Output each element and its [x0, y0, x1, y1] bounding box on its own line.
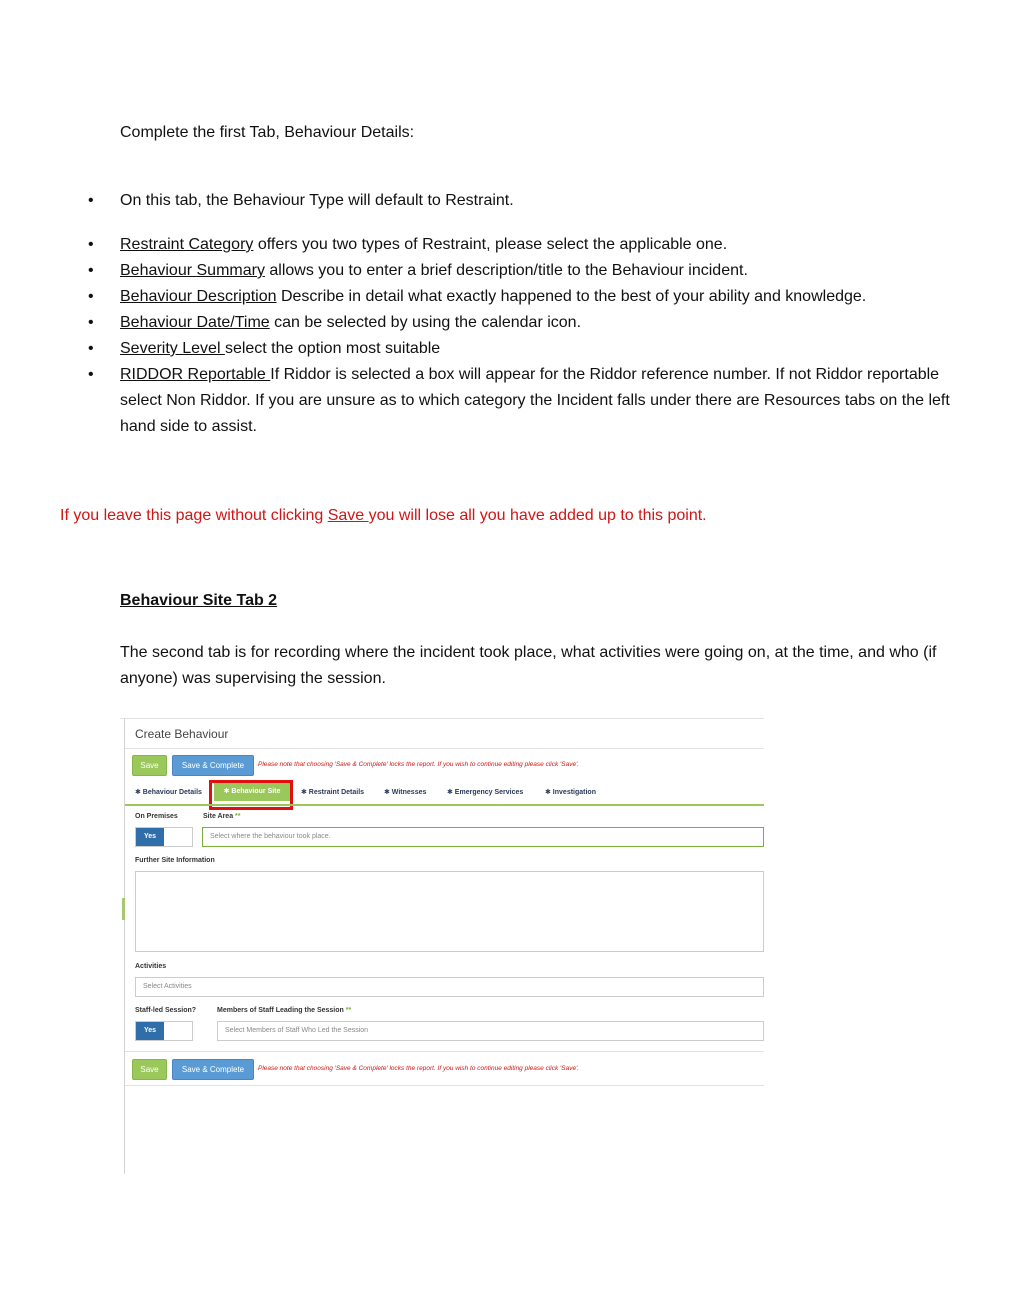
on-premises-label: On Premises: [135, 813, 178, 820]
bullet: •: [88, 262, 94, 279]
list-item: • Behaviour Date/Time can be selected by using the calendar icon.: [88, 310, 968, 336]
instruction-list: [88, 188, 968, 440]
tab-emergency-services[interactable]: ✱ Emergency Services: [447, 789, 524, 796]
tab-behaviour-site[interactable]: ✱ Behaviour Site: [214, 783, 290, 801]
save-complete-button[interactable]: Save & Complete: [172, 755, 254, 776]
staff-led-toggle[interactable]: [135, 1021, 193, 1041]
on-premises-toggle[interactable]: [135, 827, 193, 847]
activities-label: Activities: [135, 963, 167, 970]
required-mark: **: [345, 1007, 352, 1014]
staff-led-label: Staff-led Session?: [135, 1007, 197, 1014]
section-heading: Behaviour Site Tab 2: [120, 592, 278, 609]
divider: [125, 1085, 764, 1086]
list-item: • Severity Level select the option most suitable: [88, 336, 968, 362]
required-mark: **: [235, 813, 241, 820]
further-info-label: Further Site Information: [135, 857, 215, 864]
sidebar-marker: [122, 898, 125, 920]
form-title: Create Behaviour: [135, 727, 229, 741]
tab-witnesses[interactable]: ✱ Witnesses: [384, 789, 427, 796]
bullet: •: [88, 288, 94, 305]
create-behaviour-screenshot: [120, 718, 764, 1174]
divider: [124, 718, 125, 1174]
tab-behaviour-details[interactable]: ✱ Behaviour Details: [135, 789, 202, 796]
lock-note-bottom: Please note that choosing 'Save & Complete' locks the report. If you wish to continue editing please click 'Save'.: [258, 1065, 580, 1072]
save-complete-button-bottom[interactable]: Save & Complete: [172, 1059, 254, 1080]
lock-note: Please note that choosing 'Save & Complete' locks the report. If you wish to continue editing please click 'Save'.: [258, 761, 580, 768]
bullet: •: [88, 366, 94, 383]
term: Severity Level: [120, 340, 225, 357]
bullet: •: [88, 192, 94, 209]
divider: [120, 718, 764, 719]
intro-text: Complete the first Tab, Behaviour Details:: [120, 124, 415, 141]
toggle-yes: Yes: [136, 828, 164, 846]
divider: [125, 748, 764, 749]
tab-investigation[interactable]: ✱ Investigation: [545, 789, 596, 796]
site-area-select[interactable]: Select where the behaviour took place.: [202, 827, 764, 847]
bullet: •: [88, 314, 94, 331]
term: Restraint Category: [120, 236, 254, 253]
further-info-textarea[interactable]: [135, 871, 764, 952]
section-text: The second tab is for recording where the incident took place, what activities were going on, at the time, and who (if anyone) was supervising the session.: [120, 644, 937, 687]
activities-select[interactable]: Select Activities: [135, 977, 764, 997]
list-item: • Behaviour Summary allows you to enter a brief description/title to the Behaviour incident.: [88, 258, 968, 284]
staff-members-select[interactable]: Select Members of Staff Who Led the Session: [217, 1021, 764, 1041]
save-button-bottom[interactable]: Save: [132, 1059, 167, 1080]
save-link-text: Save: [327, 507, 369, 524]
term: RIDDOR Reportable: [120, 366, 271, 383]
list-item: • Behaviour Description Describe in detail what exactly happened to the best of your ability and knowledge.: [88, 284, 968, 310]
staff-members-label: Members of Staff Leading the Session **: [217, 1007, 352, 1014]
tab-underline: [125, 804, 764, 806]
term: Behaviour Date/Time: [120, 314, 270, 331]
save-button[interactable]: Save: [132, 755, 167, 776]
list-item: • Restraint Category offers you two types of Restraint, please select the applicable one.: [88, 232, 968, 258]
bullet: •: [88, 340, 94, 357]
toggle-yes: Yes: [136, 1022, 164, 1040]
term: Behaviour Summary: [120, 262, 265, 279]
list-item: • RIDDOR Reportable If Riddor is selected a box will appear for the Riddor reference number. If not Riddor reportable select Non Riddor. If you are unsure as to which category the Incident falls under there are Resources tabs on the left hand side to assist.: [88, 362, 968, 440]
bullet: •: [88, 236, 94, 253]
tab-restraint-details[interactable]: ✱ Restraint Details: [301, 789, 365, 796]
list-item: • On this tab, the Behaviour Type will default to Restraint.: [88, 188, 968, 214]
divider: [125, 1051, 764, 1052]
term: Behaviour Description: [120, 288, 277, 305]
save-warning: If you leave this page without clicking Save you will lose all you have added up to this point.: [60, 507, 707, 524]
site-area-label: Site Area **: [203, 813, 241, 820]
